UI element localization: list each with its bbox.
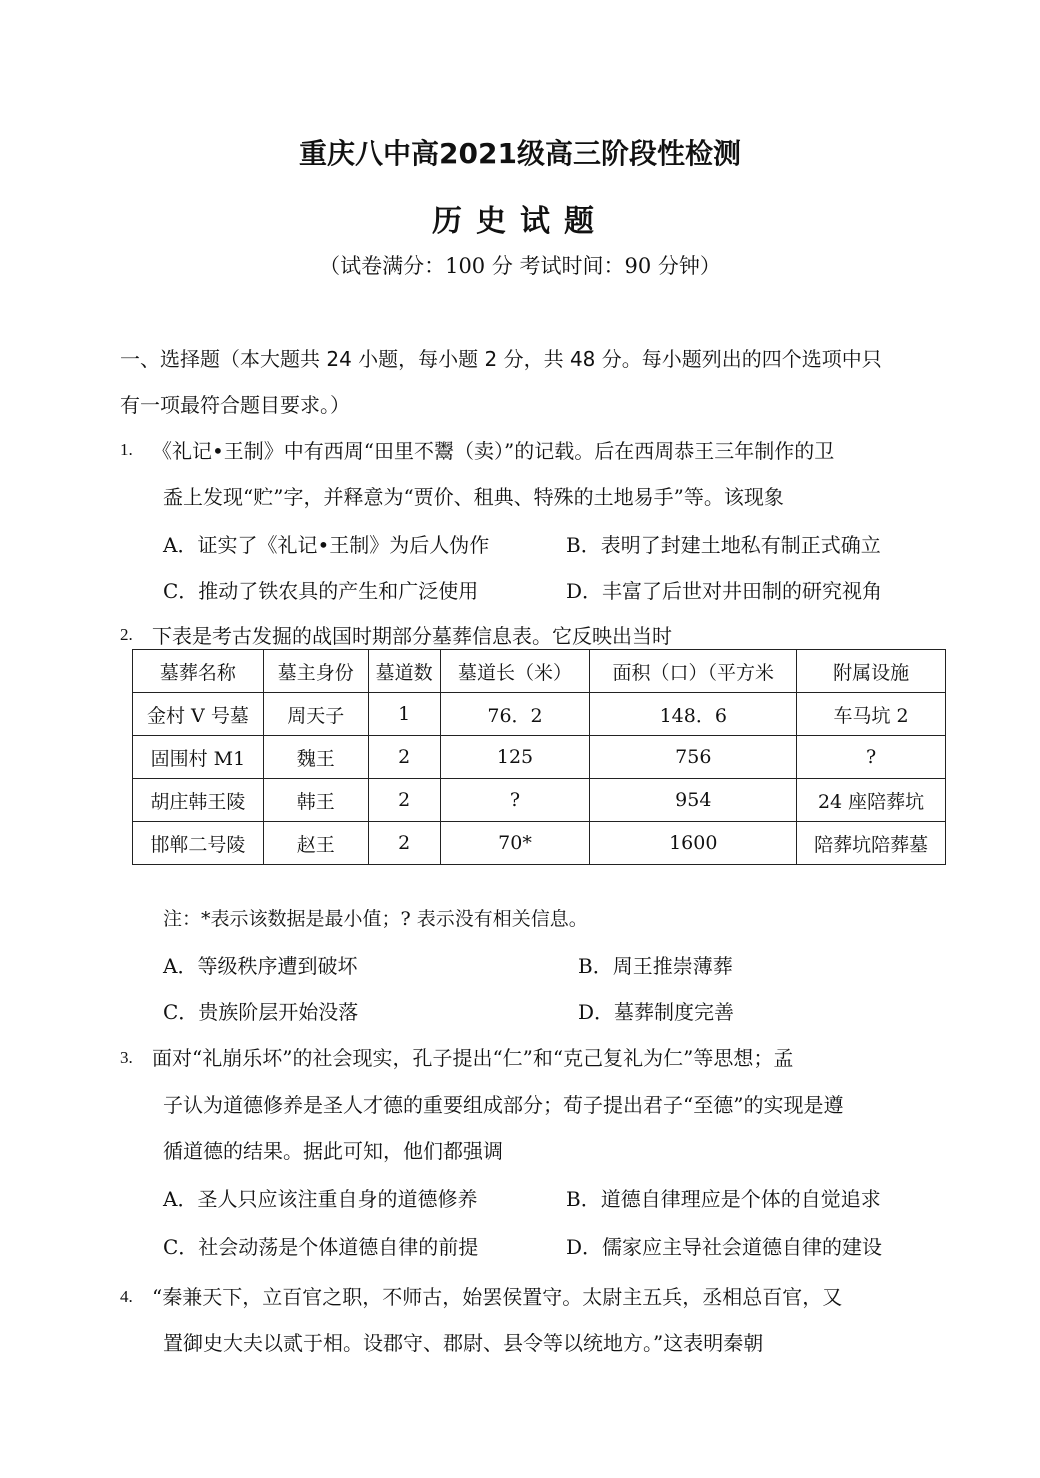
q4-stem-line2: 置御史大夫以贰于相。设郡守、郡尉、县令等以统地方。”这表明秦朝 [163, 1331, 764, 1355]
q3-option-c: C．社会动荡是个体道德自律的前提 [163, 1235, 479, 1259]
table-cell: 金村 V 号墓 [133, 693, 264, 736]
table-row [133, 736, 946, 779]
table-cell: 周天子 [263, 693, 368, 736]
table-header-cell: 面积（口）（平方米 [590, 650, 797, 693]
table-cell: 954 [590, 779, 797, 822]
table-cell: 魏王 [263, 736, 368, 779]
q2-option-d: D．墓葬制度完善 [578, 1000, 735, 1024]
table-cell: 125 [440, 736, 590, 779]
table-cell: 车马坑 2 [797, 693, 946, 736]
q2-option-a: A．等级秩序遭到破坏 [163, 954, 358, 978]
table-cell: 1600 [590, 822, 797, 865]
q1-option-d: D．丰富了后世对井田制的研究视角 [566, 579, 883, 603]
q3-stem-line1: 面对“礼崩乐坏”的社会现实，孔子提出“仁”和“克己复礼为仁”等思想；孟 [152, 1046, 794, 1070]
q2-table-note: 注：*表示该数据是最小值；? 表示没有相关信息。 [163, 908, 588, 930]
subject-title: 历史试题 [432, 204, 608, 239]
table-cell: 陪葬坑陪葬墓 [797, 822, 946, 865]
q2-stem-line1: 下表是考古发掘的战国时期部分墓葬信息表。它反映出当时 [152, 624, 672, 648]
table-cell: 胡庄韩王陵 [133, 779, 264, 822]
table-cell: 756 [590, 736, 797, 779]
table-cell: 1 [368, 693, 440, 736]
q1-option-a: A．证实了《礼记•王制》为后人伪作 [163, 533, 490, 557]
table-cell: 2 [368, 736, 440, 779]
table-cell: 76．2 [440, 693, 590, 736]
table-cell: 24 座陪葬坑 [797, 779, 946, 822]
q3-option-b: B．道德自律理应是个体的自觉追求 [566, 1187, 881, 1211]
q2-option-c: C．贵族阶层开始没落 [163, 1000, 359, 1024]
q4-stem-line1: “秦兼天下，立百官之职，不师古，始罢侯置守。太尉主五兵，丞相总百官，又 [152, 1285, 843, 1309]
q2-option-b: B．周王推崇薄葬 [578, 954, 733, 978]
table-header-row [133, 650, 946, 693]
table-cell: 赵王 [263, 822, 368, 865]
q3-stem-line3: 循道德的结果。据此可知，他们都强调 [163, 1139, 503, 1163]
section-heading-line2: 有一项最符合题目要求。） [120, 393, 350, 417]
q3-number: 3. [120, 1048, 133, 1067]
q1-stem-line2: 盉上发现“贮”字，并释意为“贾价、租典、特殊的土地易手”等。该现象 [163, 485, 784, 509]
table-header-cell: 墓葬名称 [133, 650, 264, 693]
q3-option-d: D．儒家应主导社会道德自律的建设 [566, 1235, 883, 1259]
table-cell: ? [440, 779, 590, 822]
q2-number: 2. [120, 625, 133, 644]
exam-meta: （试卷满分：100 分 考试时间：90 分钟） [319, 254, 721, 278]
q3-option-a: A．圣人只应该注重自身的道德修养 [163, 1187, 478, 1211]
q4-number: 4. [120, 1287, 133, 1306]
table-cell: 2 [368, 779, 440, 822]
table-row [133, 822, 946, 865]
table-cell: 148．6 [590, 693, 797, 736]
table-header-cell: 墓道数 [368, 650, 440, 693]
table-row [133, 693, 946, 736]
table-cell: 固围村 M1 [133, 736, 264, 779]
table-cell: 2 [368, 822, 440, 865]
burial-info-table [132, 649, 946, 865]
table-header-cell: 墓道长（米） [440, 650, 590, 693]
q3-stem-line2: 子认为道德修养是圣人才德的重要组成部分；荀子提出君子“至德”的实现是遵 [163, 1093, 844, 1117]
table-cell: 邯郸二号陵 [133, 822, 264, 865]
q1-stem-line1: 《礼记•王制》中有西周“田里不鬻（卖）”的记载。后在西周恭王三年制作的卫 [152, 439, 835, 463]
q1-option-b: B．表明了封建土地私有制正式确立 [566, 533, 881, 557]
q1-option-c: C．推动了铁农具的产生和广泛使用 [163, 579, 479, 603]
table-cell: 韩王 [263, 779, 368, 822]
exam-title: 重庆八中高2021级高三阶段性检测 [299, 137, 741, 170]
table-cell: 70* [440, 822, 590, 865]
table-cell: ? [797, 736, 946, 779]
section-heading-line1: 一、选择题（本大题共 24 小题，每小题 2 分，共 48 分。每小题列出的四个选项中只 [120, 347, 882, 371]
table-header-cell: 墓主身份 [263, 650, 368, 693]
q1-number: 1. [120, 440, 133, 459]
table-header-cell: 附属设施 [797, 650, 946, 693]
table-row [133, 779, 946, 822]
